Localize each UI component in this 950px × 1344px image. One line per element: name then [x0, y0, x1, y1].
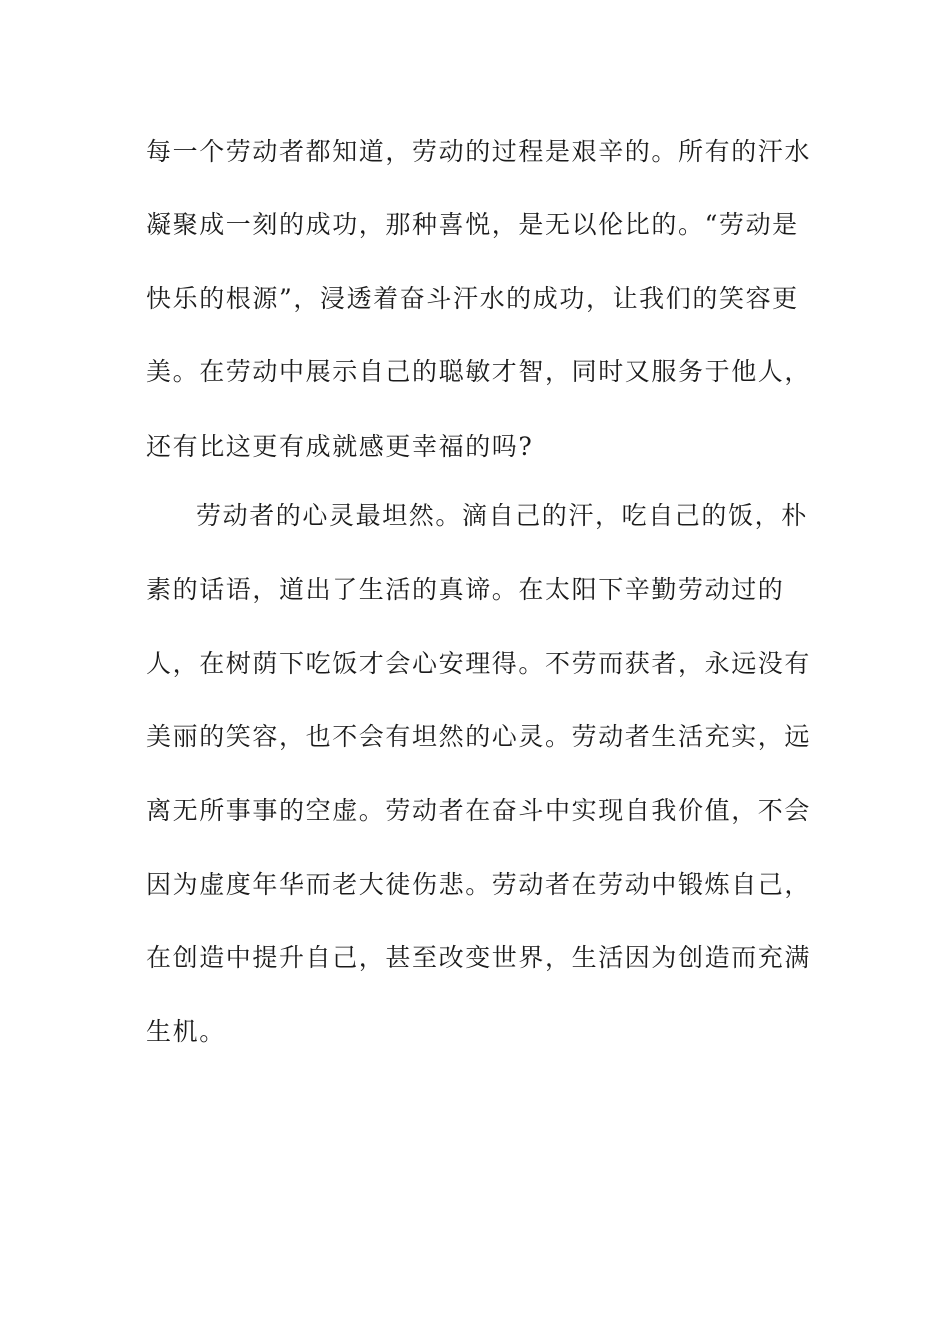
paragraph-2-line-4: 美丽的笑容，也不会有坦然的心灵。劳动者生活充实，远 [146, 722, 812, 751]
paragraph-1-line-1: 每一个劳动者都知道，劳动的过程是艰辛的。所有的汗水 [146, 137, 812, 166]
paragraph-2-line-7: 在创造中提升自己，甚至改变世界，生活因为创造而充满 [146, 943, 812, 972]
paragraph-1-line-2: 凝聚成一刻的成功，那种喜悦，是无以伦比的。“劳动是 [146, 210, 799, 239]
paragraph-2-line-8: 生机。 [146, 1017, 226, 1046]
paragraph-2-line-1: 劳动者的心灵最坦然。滴自己的汗，吃自己的饭，朴 [196, 501, 808, 530]
paragraph-2-line-6: 因为虚度年华而老大徒伤悲。劳动者在劳动中锻炼自己， [146, 870, 812, 899]
paragraph-1-line-5: 还有比这更有成就感更幸福的吗? [146, 432, 534, 461]
paragraph-2-line-5: 离无所事事的空虚。劳动者在奋斗中实现自我价值，不会 [146, 796, 812, 825]
paragraph-1-line-4: 美。在劳动中展示自己的聪敏才智，同时又服务于他人， [146, 357, 812, 386]
paragraph-1-line-3: 快乐的根源”，浸透着奋斗汗水的成功，让我们的笑容更 [146, 284, 799, 313]
paragraph-2-line-2: 素的话语，道出了生活的真谛。在太阳下辛勤劳动过的 [146, 575, 785, 604]
paragraph-2-line-3: 人，在树荫下吃饭才会心安理得。不劳而获者，永远没有 [146, 649, 812, 678]
